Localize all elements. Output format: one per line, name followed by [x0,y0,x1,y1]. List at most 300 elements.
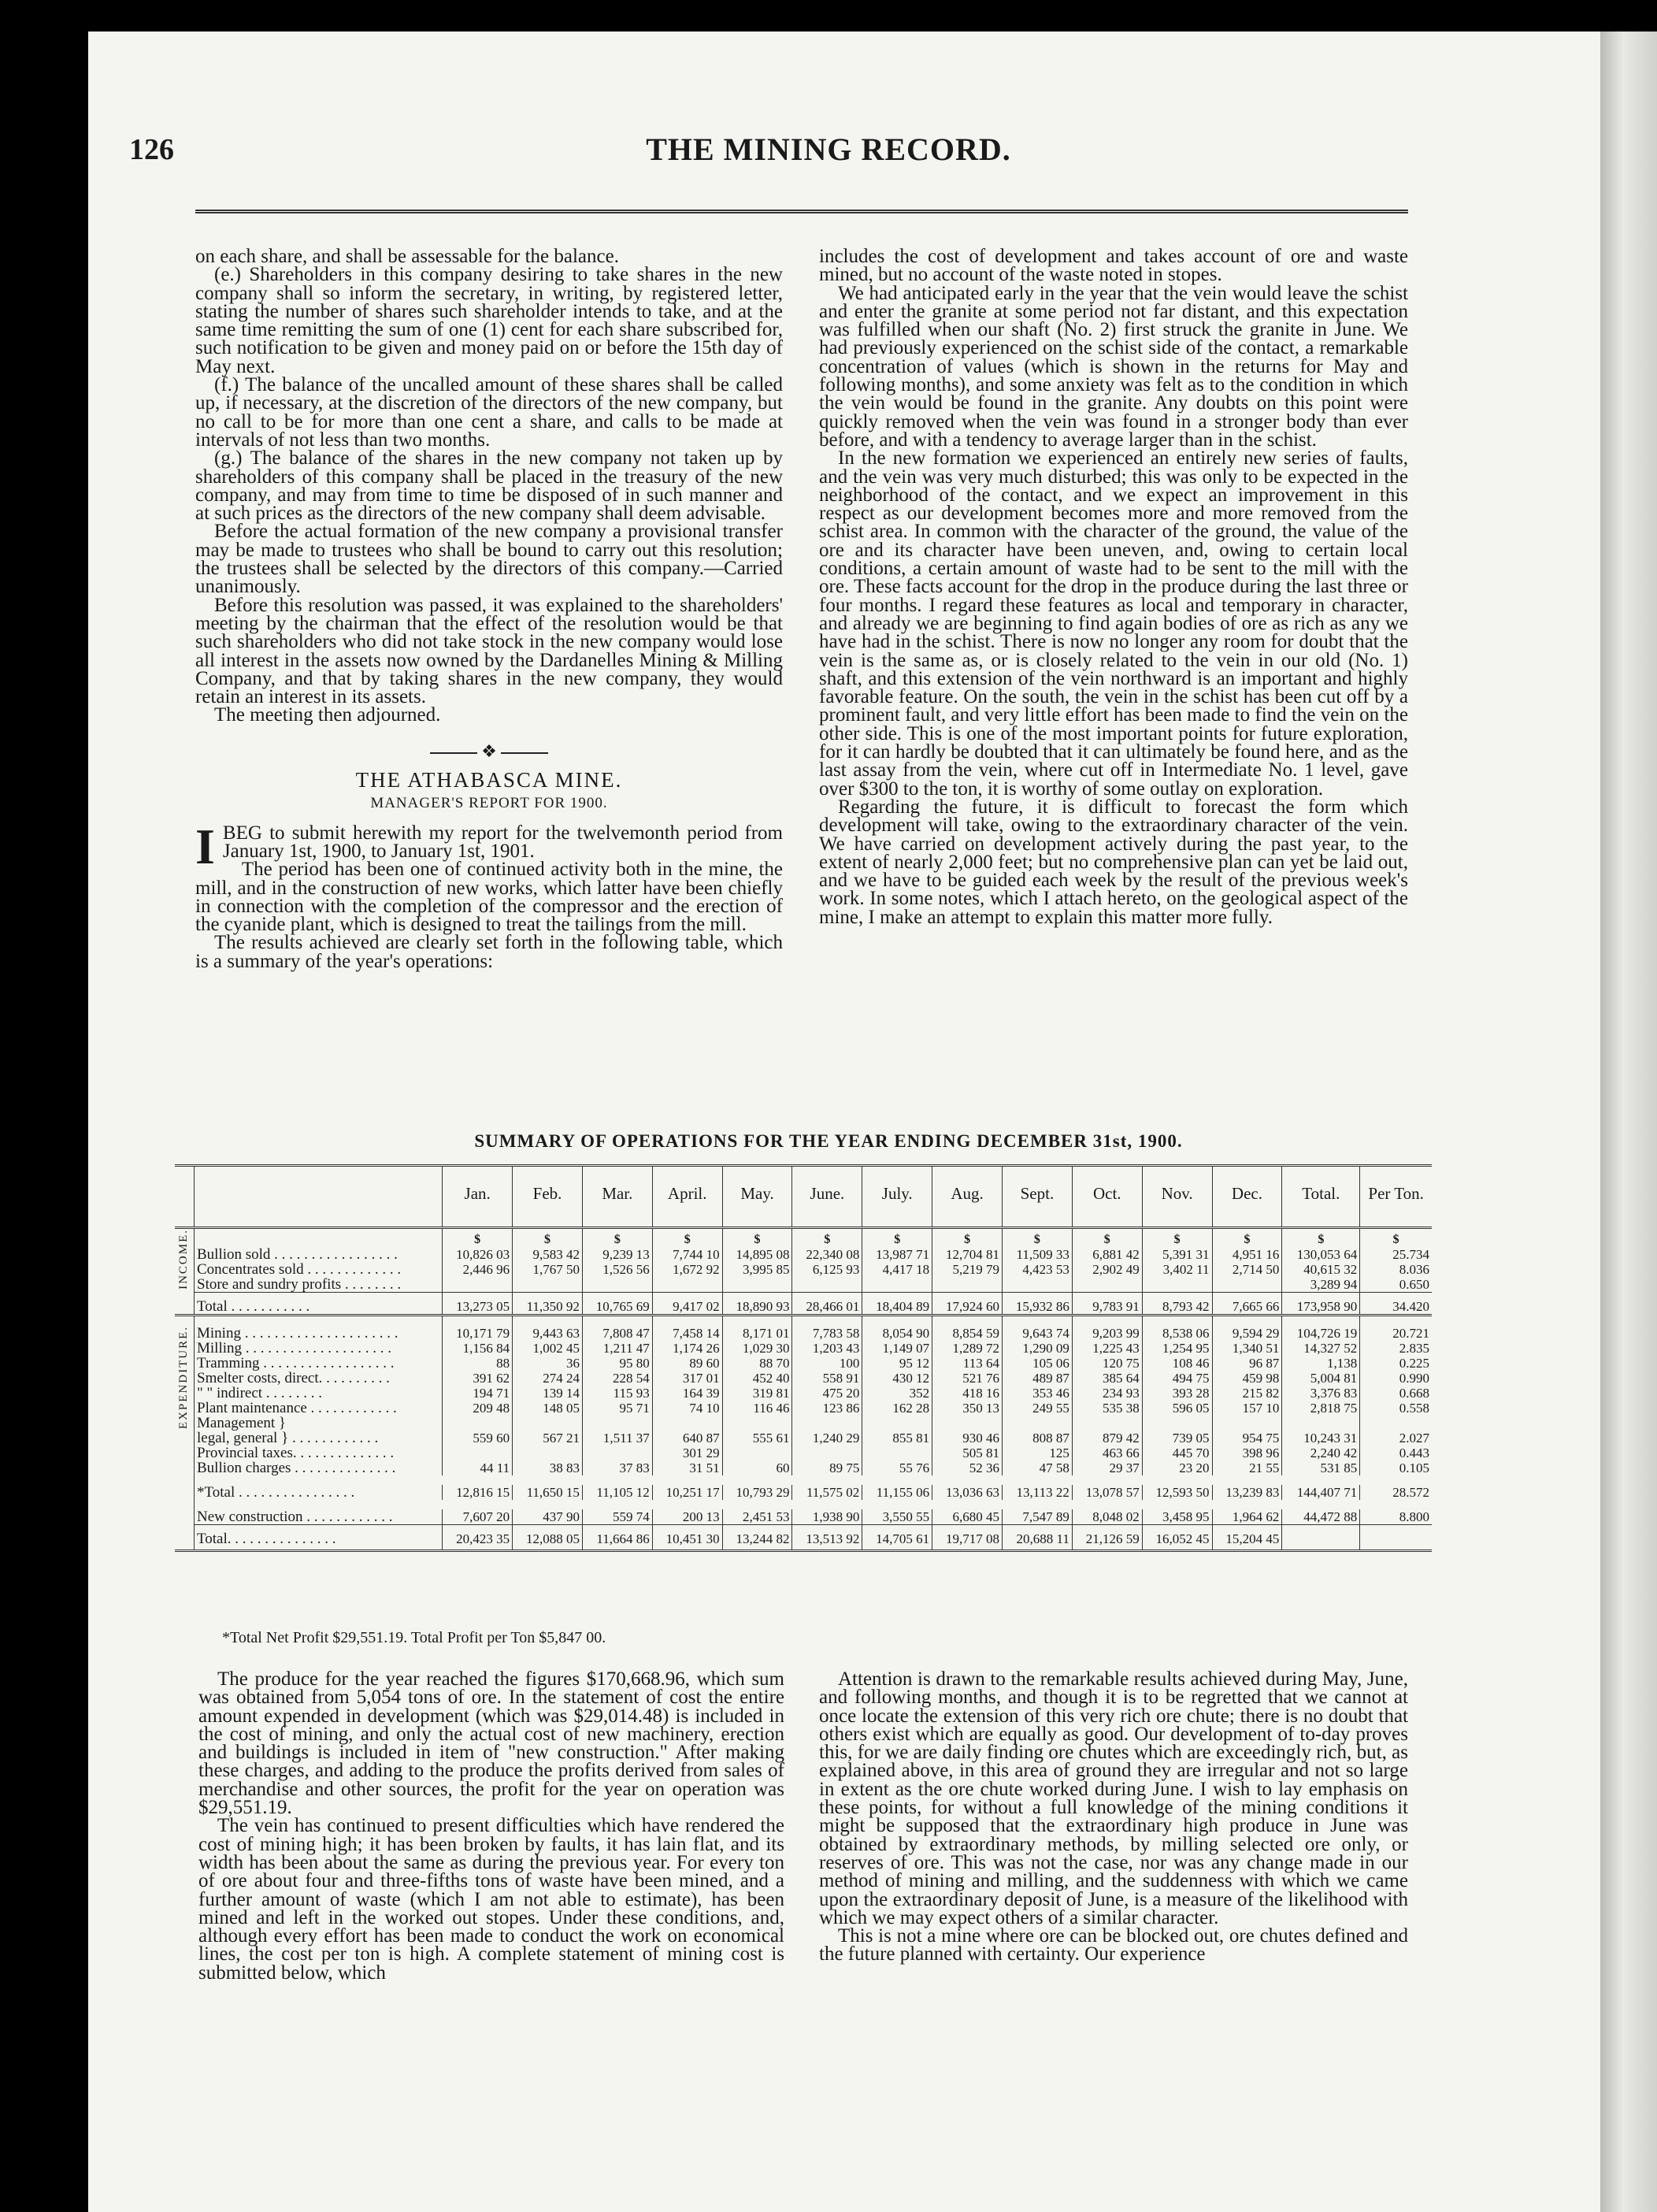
table-cell: 0.225 [1360,1356,1432,1371]
table-cell: 20.721 [1360,1316,1432,1342]
table-cell: 12,088 05 [513,1525,583,1551]
table-cell: 475 20 [792,1386,862,1401]
table-cell [722,1446,792,1460]
table-cell: 15,932 86 [1003,1293,1073,1316]
table-cell: 319 81 [722,1386,792,1401]
table-cell: 20,423 35 [443,1525,513,1551]
column-header: Jan. [443,1166,513,1228]
table-cell: 0.105 [1360,1460,1432,1475]
column-header: April. [652,1166,722,1228]
table-cell: 234 93 [1072,1386,1142,1401]
table-cell: 4,417 18 [862,1262,932,1277]
table-cell: 274 24 [513,1371,583,1386]
column-header: Nov. [1142,1166,1212,1228]
paragraph: includes the cost of development and takes account of ore and waste mined, but no account of the waste noted in stopes. [819,246,1408,286]
table-row [175,1341,1432,1356]
table-cell: 9,583 42 [513,1247,583,1262]
table-cell: 1,289 72 [932,1341,1003,1356]
table-cell: 113 64 [932,1356,1003,1371]
table-cell [1072,1416,1142,1431]
table-cell: 398 96 [1212,1446,1282,1460]
table-cell: 34.420 [1360,1293,1432,1316]
table-cell: 55 76 [862,1460,932,1475]
table-cell: 21 55 [1212,1460,1282,1475]
table-cell: 9,443 63 [513,1316,583,1342]
table-cell: 10,451 30 [652,1525,722,1551]
table-cell: 2,902 49 [1072,1262,1142,1277]
table-footnote: *Total Net Profit $29,551.19. Total Profit per Ton $5,847 00. [222,1629,606,1646]
table-header-row [175,1166,1432,1228]
table-cell: 228 54 [582,1371,652,1386]
table-cell: 430 12 [862,1371,932,1386]
table-cell: 200 13 [652,1509,722,1525]
column-header: June. [792,1166,862,1228]
section-header-cell [175,1166,195,1228]
row-label: Plant maintenance . . . . . . . . . . . . [197,1401,397,1416]
table-cell: 3,550 55 [862,1509,932,1525]
column-right-top [819,247,1408,926]
table-cell: 3,995 85 [722,1262,792,1277]
row-label: Milling . . . . . . . . . . . . . . . . . . . . [197,1341,392,1356]
table-cell: 2,818 75 [1282,1401,1360,1416]
column-header: Aug. [932,1166,1003,1228]
table-cell [652,1416,722,1431]
table-cell: 21,126 59 [1072,1525,1142,1551]
table-cell: 44 11 [443,1460,513,1475]
table-cell [792,1416,862,1431]
table-cell: 17,924 60 [932,1293,1003,1316]
table-cell: 130,053 64 [1282,1247,1360,1262]
table-cell: 8,854 59 [932,1316,1003,1342]
table-cell [652,1277,722,1293]
currency-row [175,1228,1432,1248]
paragraph: Before this resolution was passed, it was explained to the shareholders' meeting by the chairman that the effect of the resolution would be that such shareholders who did not take stock in the new company would lose all interest in the assets now owned by the Dardanelles Mining & Milling Company, and that by taking shares in the new company, they would retain an interest in its assets. [195,594,783,708]
table-cell: 16,052 45 [1142,1525,1212,1551]
table-cell: 13,239 83 [1212,1485,1282,1500]
table-cell: 521 76 [932,1371,1003,1386]
table-cell: 596 05 [1142,1401,1212,1416]
paragraph: (f.) The balance of the uncalled amount of these shares shall be called up, if necessary, at the discretion of the directors of the new company, but no call to be for more than one cent a share, and calls to be made at intervals of not less than two months. [195,374,783,451]
column-header: Feb. [513,1166,583,1228]
table-cell: 459 98 [1212,1371,1282,1386]
section-divider: ❖ [195,742,783,760]
table-cell: 13,273 05 [443,1293,513,1316]
drop-cap: I [195,818,215,874]
table-cell: 1,254 95 [1142,1341,1212,1356]
table-cell: 88 70 [722,1356,792,1371]
blank-cell [195,1228,443,1248]
table-cell: 6,881 42 [1072,1247,1142,1262]
paragraph: Attention is drawn to the remarkable results achieved during May, June, and following months, and though it is to be regretted that we cannot at once locate the extension of this very rich ore chute; there is no doubt that others exist which are equally as good. Our development of to-day proves this, for we are daily finding ore chutes which are exceedingly rich, but, as explained above, in this area of ground they are irregular and not so large in extent as the ore chute worked during June. I wish to lay emphasis on these points, for without a full knowledge of the mining conditions it might be supposed that the extraordinary high produce in June was obtained by extraordinary methods, by milling selected ore only, or reserves of ore. This was not the case, nor was any change made in our method of mining and milling, and the suddenness with which we came upon the extraordinary deposit of June, is a measure of the likelihood with which we may expect others of a similar character. [819,1668,1408,1928]
table-row [175,1525,1432,1551]
row-label: Tramming . . . . . . . . . . . . . . . . . . [197,1356,395,1371]
table-cell [862,1416,932,1431]
table-cell [862,1446,932,1460]
table-cell: 808 87 [1003,1431,1073,1446]
table-cell: 15,204 45 [1212,1525,1282,1551]
table-cell: 215 82 [1212,1386,1282,1401]
paragraph: The meeting then adjourned. [214,704,441,726]
table-cell: 0.558 [1360,1401,1432,1416]
table-row [175,1371,1432,1386]
page-title: THE MINING RECORD. [646,132,1011,167]
table-cell: 385 64 [1072,1371,1142,1386]
row-label: Concentrates sold . . . . . . . . . . . . . [197,1262,402,1277]
table-cell: 10,171 79 [443,1316,513,1342]
table-cell: 10,826 03 [443,1247,513,1262]
table-cell: 2,446 96 [443,1262,513,1277]
table-cell: 531 85 [1282,1460,1360,1475]
paragraph: (g.) The balance of the shares in the new company not taken up by shareholders of this company shall be placed in the treasury of the new company, and may from time to time be disposed of in such manner and at such prices as the directors of the new company shall deem advisable. [195,447,783,525]
table-cell: 194 71 [443,1386,513,1401]
table-cell: 930 46 [932,1431,1003,1446]
table-cell: 12,593 50 [1142,1485,1212,1500]
table-cell: 11,664 86 [582,1525,652,1551]
table-cell: 52 36 [932,1460,1003,1475]
row-label: Smelter costs, direct. . . . . . . . . . [197,1371,390,1386]
paragraph: Regarding the future, it is difficult to forecast the form which development will take, owing to the extraordinary character of the vein. We have carried on development actively during the past year, to the extent of nearly 2,000 feet; but no comprehensive plan can yet be laid out, and we have to be guided each week by the result of the previous week's work. In some notes, which I attach hereto, on the geological aspect of the mine, I make an attempt to explain this matter more fully. [819,796,1408,928]
table-cell: 1,290 09 [1003,1341,1073,1356]
table-cell [1212,1416,1282,1431]
table-cell: 3,376 83 [1282,1386,1360,1401]
table-cell: 18,890 93 [722,1293,792,1316]
spacer-row [175,1500,1432,1509]
table-cell: 11,155 06 [862,1485,932,1500]
paragraph: The vein has continued to present difficulties which have rendered the cost of mining high; it has been broken by faults, it has lain flat, and its width has been about the same as during the previous year. For every ton of ore about four and three-fifths tons of waste have been mined, and a further amount of waste (which I am not able to estimate), has been mined and left in the worked out stopes. Under these conditions, and, although every effort has been made to conduct the work on economical lines, the cost per ton is high. A complete statement of mining cost is submitted below, which [198,1815,784,1984]
table-cell: 29 37 [1072,1460,1142,1475]
table-row [175,1293,1432,1316]
table-cell: 12,704 81 [932,1247,1003,1262]
table-cell [932,1416,1003,1431]
currency-symbol: $ [1142,1228,1212,1248]
row-label: Management } [197,1416,287,1431]
row-label: New construction . . . . . . . . . . . . [197,1509,393,1525]
table-cell: 123 86 [792,1401,862,1416]
table-cell: 1,672 92 [652,1262,722,1277]
table-cell: 494 75 [1142,1371,1212,1386]
table-cell: 567 21 [513,1431,583,1446]
table-cell: 89 60 [652,1356,722,1371]
table-cell: 5,219 79 [932,1262,1003,1277]
table-cell: 40,615 32 [1282,1262,1360,1277]
table-cell: 28.572 [1360,1485,1432,1500]
row-label: *Total . . . . . . . . . . . . . . . . [197,1485,355,1500]
table-cell: 25.734 [1360,1247,1432,1262]
table-cell: 144,407 71 [1282,1485,1360,1500]
table-cell: 555 61 [722,1431,792,1446]
table-cell: 31 51 [652,1460,722,1475]
table-cell [582,1416,652,1431]
table-cell [932,1277,1003,1293]
table-cell: 95 12 [862,1356,932,1371]
table-cell: 18,404 89 [862,1293,932,1316]
table-cell: 350 13 [932,1401,1003,1416]
table-cell: 125 [1003,1446,1073,1460]
row-label: " " indirect . . . . . . . . [197,1386,323,1401]
table-cell: 489 87 [1003,1371,1073,1386]
table-cell: 445 70 [1142,1446,1212,1460]
table-cell: 7,607 20 [443,1509,513,1525]
table-cell: 60 [722,1460,792,1475]
summary-table [175,1164,1432,1552]
table-cell: 1,964 62 [1212,1509,1282,1525]
table-cell: 11,575 02 [792,1485,862,1500]
table-cell: 640 87 [652,1431,722,1446]
table-cell: 0.668 [1360,1386,1432,1401]
table-cell: 1,211 47 [582,1341,652,1356]
table-cell: 10,243 31 [1282,1431,1360,1446]
table-cell: 1,767 50 [513,1262,583,1277]
table-cell: 8,538 06 [1142,1316,1212,1342]
table-cell: 11,350 92 [513,1293,583,1316]
currency-symbol: $ [582,1228,652,1248]
table-cell: 120 75 [1072,1356,1142,1371]
table-cell: 7,744 10 [652,1247,722,1262]
table-cell: 2,714 50 [1212,1262,1282,1277]
table-cell: 13,113 22 [1003,1485,1073,1500]
table-row [175,1485,1432,1500]
table-cell: 7,547 89 [1003,1509,1073,1525]
table-cell: 0.650 [1360,1277,1432,1293]
currency-symbol: $ [862,1228,932,1248]
table-cell [1142,1277,1212,1293]
row-label: Mining . . . . . . . . . . . . . . . . . . . . . [197,1325,398,1341]
table-cell: 1,511 37 [582,1431,652,1446]
table-cell: 879 42 [1072,1431,1142,1446]
table-cell: 8,171 01 [722,1316,792,1342]
table-cell [722,1277,792,1293]
table-row [175,1386,1432,1401]
table-cell: 3,289 94 [1282,1277,1360,1293]
table-cell [1360,1525,1432,1551]
table-cell: 7,808 47 [582,1316,652,1342]
currency-symbol: $ [722,1228,792,1248]
table-row [175,1446,1432,1460]
table-cell: 1,002 45 [513,1341,583,1356]
label-header-cell [195,1166,443,1228]
paragraph-text: BEG to submit herewith my report for the twelvemonth period from January 1st, 1900, to January 1st, 1901. [222,822,783,862]
table-cell: 13,244 82 [722,1525,792,1551]
table-cell: 1,526 56 [582,1262,652,1277]
paragraph: We had anticipated early in the year that the vein would leave the schist and enter the granite at some period not far distant, and this expectation was fulfilled when our shaft (No. 2) first struck the granite in June. We had previously experienced on the schist side of the contact, a remarkable concentration of values (which is shown in the returns for May and following months), and some anxiety was felt as to the condition in which the vein would be found in the granite. Any doubts on this point were quickly removed when the vein was found in a stronger body than ever before, and with a tendency to average larger than in the schist. [819,282,1408,451]
expenditure-section-label [175,1316,195,1551]
spacer-cell [195,1500,443,1509]
table-cell [1003,1416,1073,1431]
table-cell [513,1446,583,1460]
table-cell: 535 38 [1072,1401,1142,1416]
column-header: Dec. [1212,1166,1282,1228]
table-cell: 558 91 [792,1371,862,1386]
article-title: THE ATHABASCA MINE. [355,768,623,792]
table-cell [722,1416,792,1431]
currency-symbol: $ [513,1228,583,1248]
table-cell: 139 14 [513,1386,583,1401]
table-cell [1282,1416,1360,1431]
table-cell: 5,004 81 [1282,1371,1360,1386]
table-cell: 2,451 53 [722,1509,792,1525]
table-cell: 10,793 29 [722,1485,792,1500]
table-cell: 47 58 [1003,1460,1073,1475]
table-cell [513,1277,583,1293]
table-cell: 116 46 [722,1401,792,1416]
paragraph: (e.) Shareholders in this company desiring to take shares in the new company shall so inform the secretary, in writing, by registered letter, stating the number of shares such shareholder intends to take, and at the same time remitting the sum of one (1) cent for each share subscribed for, such notification to be given and money paid on or before the 15th day of May next. [195,264,783,377]
table-cell: 1,156 84 [443,1341,513,1356]
paragraph: In the new formation we experienced an entirely new series of faults, and the vein was very much disturbed; this was only to be expected in the neighborhood of the contact, and we expect an improvement in this respect as our development becomes more and more removed from the schist area. In common with the character of the ground, the value of the ore and its character have been uneven, and, owing to certain local conditions, a certain amount of waste had to be sent to the mill with the ore. These facts account for the drop in the produce during the last three or four months. I regard these features as local and temporary in character, and already we are beginning to find again bodies of ore as rich as any we have had in the schist. There is now no longer any room for doubt that the vein is the same as, or is closely related to the vein in our old (No. 1) shaft, and this extension of the vein northward is an important and highly favorable feature. On the south, the vein in the schist has been cut off by a prominent fault, and very little effort has been made to find the vein on the other side. This is one of the most important points for future exploration, for it can hardly be doubted that it can ultimately be found here, and as the last assay from the vein, where cut off in Intermediate No. 1 level, gave over $300 to the ton, it is worthy of some outlay on exploration. [819,447,1408,800]
column-header: Per Ton. [1360,1166,1432,1228]
table-cell [1212,1277,1282,1293]
table-cell: 505 81 [932,1446,1003,1460]
table-cell [513,1416,583,1431]
table-cell: 9,203 99 [1072,1316,1142,1342]
paragraph: The produce for the year reached the figures $170,668.96, which sum was obtained from 5,054 tons of ore. In the statement of cost the entire amount expended in development (which was $29,014.48) is included in the cost of mining, and only the actual cost of new machinery, erection and buildings is included in item of "new construction." After making these charges, and adding to the produce the profits derived from sales of merchandise and other sources, the profit for the year on operation was $29,551.19. [198,1668,784,1819]
table-cell [792,1446,862,1460]
column-header: May. [722,1166,792,1228]
table-row [175,1247,1432,1262]
table-cell: 3,402 11 [1142,1262,1212,1277]
article-subtitle: MANAGER'S REPORT FOR 1900. [370,795,608,812]
table-cell: 20,688 11 [1003,1525,1073,1551]
currency-symbol: $ [792,1228,862,1248]
table-cell: 855 81 [862,1431,932,1446]
table-cell: 8,048 02 [1072,1509,1142,1525]
table-cell: 13,036 63 [932,1485,1003,1500]
currency-symbol: $ [932,1228,1003,1248]
table-cell: 9,417 02 [652,1293,722,1316]
table-cell: 8.800 [1360,1509,1432,1525]
table-cell: 559 60 [443,1431,513,1446]
table-cell: 1,203 43 [792,1341,862,1356]
table-cell [862,1277,932,1293]
row-label: Provincial taxes. . . . . . . . . . . . . . [197,1446,395,1460]
table-cell: 3,458 95 [1142,1509,1212,1525]
table-cell: 108 46 [1142,1356,1212,1371]
table-cell [792,1277,862,1293]
row-label: Bullion charges . . . . . . . . . . . . . . [197,1460,396,1475]
table-cell: 38 83 [513,1460,583,1475]
currency-symbol: $ [1282,1228,1360,1248]
table-cell [1142,1416,1212,1431]
table-cell: 9,594 29 [1212,1316,1282,1342]
table-cell: 10,765 69 [582,1293,652,1316]
table-cell: 4,423 53 [1003,1262,1073,1277]
table-row [175,1416,1432,1431]
column-header: Mar. [582,1166,652,1228]
currency-symbol: $ [652,1228,722,1248]
table-cell: 74 10 [652,1401,722,1416]
table-cell: 317 01 [652,1371,722,1386]
table-cell [443,1416,513,1431]
table-row [175,1431,1432,1446]
table-cell: 249 55 [1003,1401,1073,1416]
expenditure-label: EXPENDITURE. [177,1326,190,1430]
table-cell: 96 87 [1212,1356,1282,1371]
table-row [175,1509,1432,1525]
currency-symbol: $ [1360,1228,1432,1248]
table-row [175,1262,1432,1277]
table-cell: 4,951 16 [1212,1247,1282,1262]
row-label: Total. . . . . . . . . . . . . . . [195,1525,443,1551]
table-cell: 2,240 42 [1282,1446,1360,1460]
currency-symbol: $ [1003,1228,1073,1248]
paragraph: The period has been one of continued activity both in the mine, the mill, and in the construction of new works, which latter have been chiefly in connection with the completion of the compressor and the erection of the cyanide plant, which is designed to treat the tailings from the mill. [195,859,783,936]
table-cell: 7,665 66 [1212,1293,1282,1316]
page-number: 126 [129,133,174,166]
table-cell: 162 28 [862,1401,932,1416]
table-cell: 11,105 12 [582,1485,652,1500]
row-label: legal, general } . . . . . . . . . . . . [197,1431,379,1446]
column-header: Total. [1282,1166,1360,1228]
table-cell: 0.443 [1360,1446,1432,1460]
table-cell: 1,340 51 [1212,1341,1282,1356]
table-cell: 559 74 [582,1509,652,1525]
table-cell [443,1277,513,1293]
paragraph: This is not a mine where ore can be blocked out, ore chutes defined and the future planned with certainty. Our experience [819,1925,1408,1965]
table-cell: 164 39 [652,1386,722,1401]
table-cell: 44,472 88 [1282,1509,1360,1525]
currency-symbol: $ [1212,1228,1282,1248]
currency-symbol: $ [1072,1228,1142,1248]
table-cell: 11,509 33 [1003,1247,1073,1262]
table-cell: 14,705 61 [862,1525,932,1551]
table-cell: 301 29 [652,1446,722,1460]
table-cell: 353 46 [1003,1386,1073,1401]
table-cell: 14,895 08 [722,1247,792,1262]
table-cell: 13,078 57 [1072,1485,1142,1500]
table-cell: 739 05 [1142,1431,1212,1446]
table-cell: 8.036 [1360,1262,1432,1277]
column-left-top [195,247,783,971]
table-cell: 463 66 [1072,1446,1142,1460]
table-cell: 2.835 [1360,1341,1432,1356]
table-cell: 9,643 74 [1003,1316,1073,1342]
table-row [175,1460,1432,1475]
table-cell: 95 80 [582,1356,652,1371]
table-row [175,1401,1432,1416]
table-cell: 1,240 29 [792,1431,862,1446]
table-cell: 437 90 [513,1509,583,1525]
table-cell: 1,149 07 [862,1341,932,1356]
table-cell: 88 [443,1356,513,1371]
table-cell: 1,225 43 [1072,1341,1142,1356]
row-label: Total . . . . . . . . . . . [195,1293,443,1316]
table-cell: 10,251 17 [652,1485,722,1500]
table-cell: 100 [792,1356,862,1371]
table-cell: 954 75 [1212,1431,1282,1446]
table-cell: 157 10 [1212,1401,1282,1416]
paragraph: Before the actual formation of the new company a provisional transfer may be made to trustees who shall be bound to carry out this resolution; the trustees shall be selected by the directors of this company.—Carried unanimously. [195,521,783,598]
table-cell: 9,783 91 [1072,1293,1142,1316]
table-cell: 28,466 01 [792,1293,862,1316]
table-cell: 1,138 [1282,1356,1360,1371]
table-cell: 95 71 [582,1401,652,1416]
page-edge [1600,32,1657,2212]
table-cell: 13,987 71 [862,1247,932,1262]
table-cell: 13,513 92 [792,1525,862,1551]
column-right-bottom [819,1670,1408,1964]
table-cell [1003,1277,1073,1293]
table-cell [1072,1277,1142,1293]
paragraph: on each share, and shall be assessable for the balance. [195,246,619,267]
table-cell: 12,816 15 [443,1485,513,1500]
table-cell: 393 28 [1142,1386,1212,1401]
table-cell: 391 62 [443,1371,513,1386]
table-row [175,1316,1432,1342]
table-cell [582,1446,652,1460]
paragraph [195,818,783,874]
table-cell: 1,938 90 [792,1509,862,1525]
table-cell: 89 75 [792,1460,862,1475]
table-cell: 37 83 [582,1460,652,1475]
